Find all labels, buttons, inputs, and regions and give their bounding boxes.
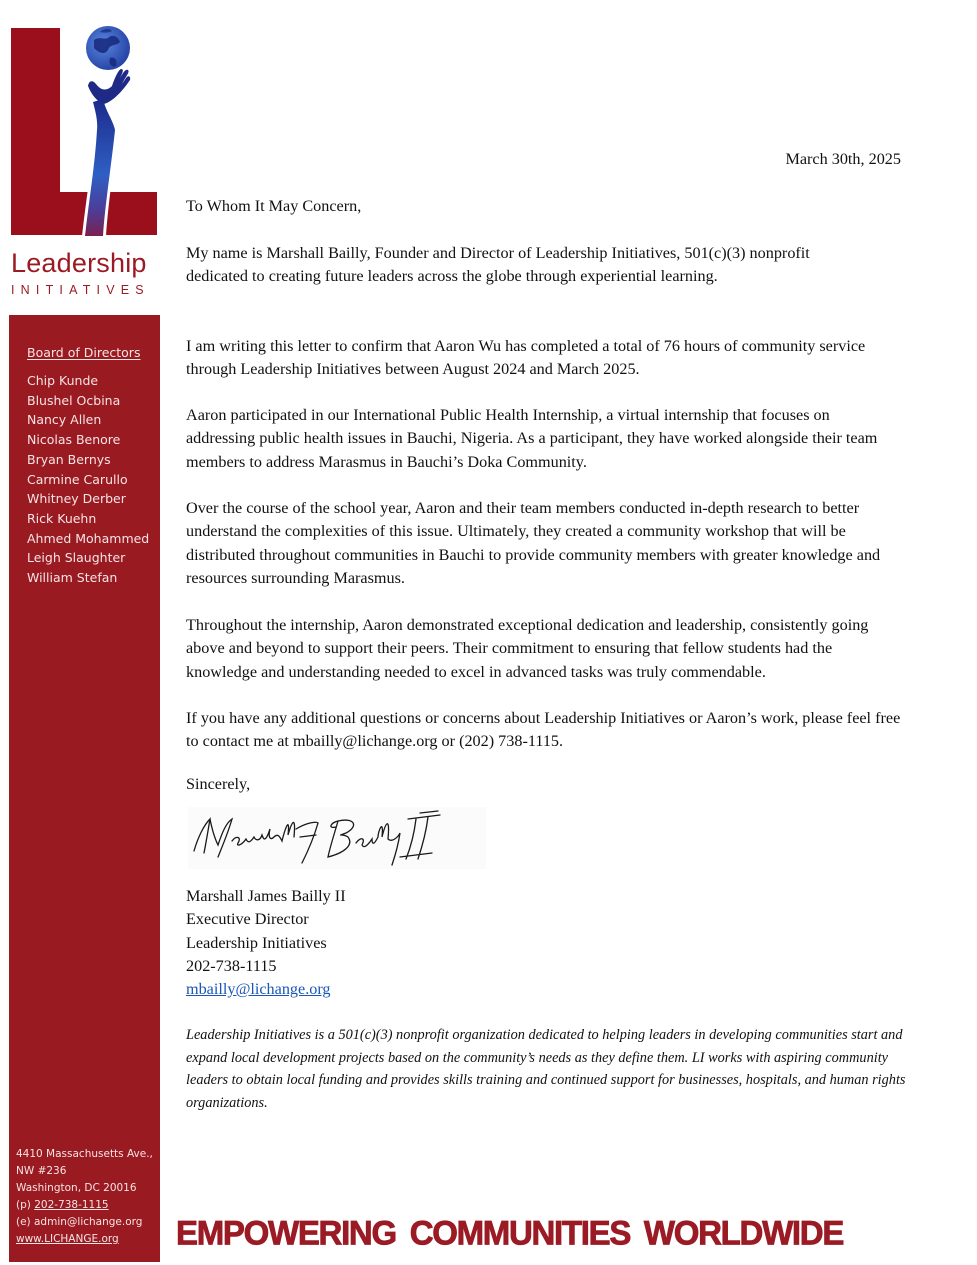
org-address — [16, 1146, 153, 1248]
handwritten-signature-icon — [188, 807, 486, 869]
paragraph-commendation: Throughout the internship, Aaron demonstrated exceptional dedication and leadership, consistently going above and beyond to support their peers. Their commitment to ensuring that fellow students had the knowledge and understanding needed to excel in advanced tasks was truly commendable. — [186, 616, 869, 681]
board-member: William Stefan — [27, 570, 118, 586]
board-member: Chip Kunde — [27, 373, 99, 388]
signer-title: Executive Director — [186, 910, 309, 929]
signer-phone: 202-738-1115 — [186, 956, 277, 975]
globe-hand-logo-icon — [0, 0, 170, 245]
logo-wordmark: Leadership — [11, 248, 147, 278]
board-member: Leigh Slaughter — [27, 550, 126, 566]
paragraph-internship: Aaron participated in our International Public Health Internship, a virtual internship that focuses on addressing public health issues in Bauchi, Nigeria. As a participant, they have worked alongside their team members to address Marasmus in Bauchi’s Doka Community. — [186, 406, 878, 471]
signer-email-link[interactable]: mbailly@lichange.org — [186, 980, 331, 999]
board-of-directors-heading: Board of Directors — [27, 345, 141, 360]
organization-about: Leadership Initiatives is a 501(c)(3) nonprofit organization dedicated to helping leaders in developing communities start and expand local development projects based on the community’s needs as they define them. LI works with aspiring community leaders to obtain local funding and provides skills training and continued support for businesses, hospitals, and human rights organizations. — [186, 1027, 906, 1111]
board-member: Whitney Derber — [27, 491, 126, 507]
board-member: Blushel Ocbina — [27, 392, 121, 408]
org-email: admin@lichange.org — [34, 1216, 143, 1228]
board-member: Carmine Carullo — [27, 471, 128, 487]
board-member: Nancy Allen — [27, 412, 102, 428]
paragraph-research: Over the course of the school year, Aaron and their team members conducted in-depth research to better understand the complexities of this issue. Ultimately, they created a community workshop that will be distributed throughout communities in Bauchi to provide community members with greater knowledge and resources surrounding Marasmus. — [186, 499, 881, 587]
paragraph-confirmation: I am writing this letter to confirm that Aaron Wu has completed a total of 76 hours of community service through Leadership Initiatives between August 2024 and March 2025. — [186, 337, 866, 379]
board-members-list — [27, 371, 149, 588]
board-member: Bryan Bernys — [27, 451, 111, 467]
board-member: Ahmed Mohammed — [27, 530, 150, 546]
phone-line — [16, 1197, 153, 1214]
letter-date: March 30th, 2025 — [785, 150, 901, 168]
paragraph-contact: If you have any additional questions or concerns about Leadership Initiatives or Aaron’s work, please feel free to contact me at mbailly@lichange.org or (202) 738-1115. — [186, 709, 901, 751]
logo-letter-l — [11, 28, 157, 235]
logo-hand — [88, 69, 130, 104]
address-line-1: 4410 Massachusetts Ave., — [16, 1148, 153, 1160]
email-prefix: (e) — [16, 1216, 34, 1228]
sidebar — [9, 315, 160, 1262]
board-member: Rick Kuehn — [27, 510, 97, 526]
paragraph-intro: My name is Marshall Bailly, Founder and Director of Leadership Initiatives, 501(c)(3) nonprofit dedicated to creating future leaders across the globe through experiential learning. — [186, 244, 810, 286]
logo-subtitle: INITIATIVES — [11, 283, 150, 297]
board-member: Nicolas Benore — [27, 432, 121, 448]
email-line — [16, 1214, 153, 1231]
closing: Sincerely, — [186, 775, 251, 793]
address-line-2: NW #236 — [16, 1165, 67, 1177]
footer-tagline: EMPOWERING COMMUNITIES WORLDWIDE — [176, 1213, 844, 1252]
signature-block — [186, 885, 346, 1001]
phone-prefix: (p) — [16, 1199, 35, 1211]
address-line-3: Washington, DC 20016 — [16, 1182, 137, 1194]
organization-logo — [0, 0, 170, 310]
website-link[interactable]: www.LICHANGE.org — [16, 1233, 119, 1245]
signer-organization: Leadership Initiatives — [186, 933, 327, 952]
signer-name: Marshall James Bailly II — [186, 887, 346, 905]
phone-link[interactable]: 202-738-1115 — [34, 1199, 109, 1211]
salutation: To Whom It May Concern, — [186, 197, 362, 215]
